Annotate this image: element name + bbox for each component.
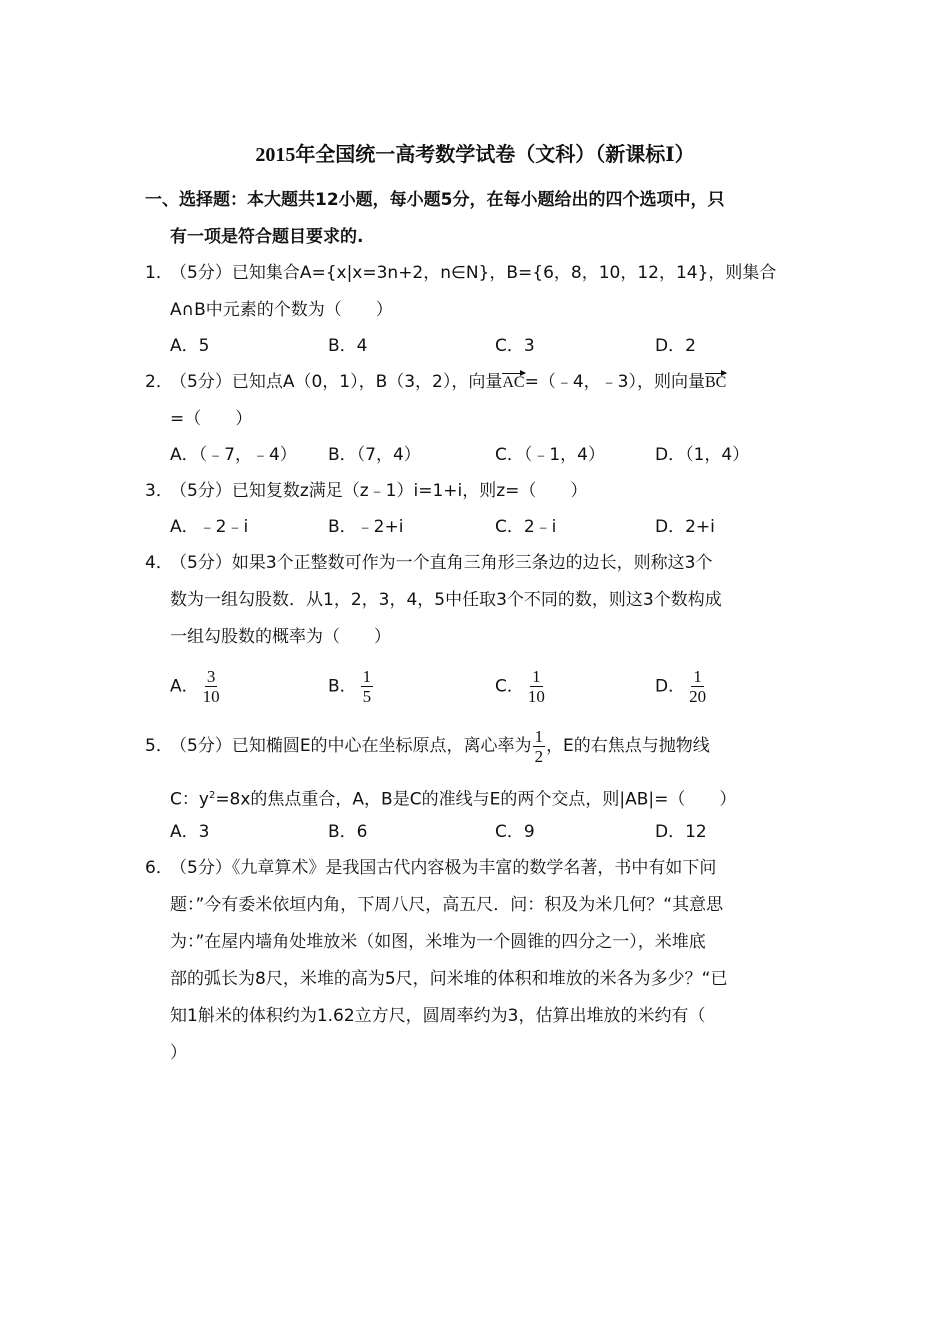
- option-c: C．3: [495, 336, 535, 356]
- numerator: 1: [532, 667, 541, 686]
- option-c: C．2﹣i: [495, 517, 557, 537]
- option-label: B．: [328, 676, 357, 697]
- question-text: （5分）如果3个正整数可作为一个直角三角形三条边的边长，则称这3个: [170, 553, 713, 573]
- question-text: 知1斛米的体积约为1.62立方尺，圆周率约为3，估算出堆放的米约有（: [170, 1006, 706, 1026]
- question-text: 题：”今有委米依垣内角，下周八尺，高五尺．问：积及为米几何？“其意思: [170, 895, 724, 915]
- denominator: 10: [527, 687, 545, 706]
- option-a: A．5: [170, 336, 210, 356]
- option-d: D．2: [655, 336, 696, 356]
- numerator: 3: [206, 667, 216, 686]
- text-part: （5分）已知椭圆E的中心在坐标原点，离心率为: [170, 736, 532, 756]
- question-number: 4．: [145, 553, 173, 573]
- question-text: [170, 371, 726, 394]
- vector-bc: BC: [705, 372, 726, 394]
- fraction: [203, 667, 220, 706]
- question-text: 数为一组勾股数．从1，2，3，4，5中任取3个不同的数，则这3个数构成: [170, 590, 722, 610]
- option-label: A．: [170, 676, 199, 697]
- option-b: [328, 667, 373, 706]
- option-c: [495, 667, 545, 706]
- vector-ac: AC: [502, 372, 524, 394]
- option-label: C．: [495, 676, 524, 697]
- fraction: [533, 727, 546, 766]
- option-d: D．12: [655, 822, 707, 842]
- question-text: A∩B中元素的个数为（ ）: [170, 300, 393, 320]
- section-heading-cont: 有一项是符合题目要求的.: [170, 227, 364, 247]
- question-text: ）: [170, 1043, 187, 1063]
- page-title: 2015年全国统一高考数学试卷（文科）（新课标Ⅰ）: [255, 144, 695, 166]
- denominator: 5: [362, 687, 372, 706]
- option-d: [655, 667, 706, 706]
- option-c: C．9: [495, 822, 535, 842]
- fraction: [689, 667, 706, 706]
- option-label: D．: [655, 676, 686, 697]
- fraction: [528, 667, 545, 706]
- text-part: ，E的右焦点与抛物线: [546, 736, 710, 756]
- question-text: =（ ）: [170, 409, 253, 429]
- text-part: =（﹣4，﹣3），则向量: [524, 372, 705, 392]
- question-text: [170, 726, 710, 766]
- question-number: 2．: [145, 372, 173, 392]
- denominator: 20: [689, 687, 707, 706]
- question-text: （5分）已知集合A={x|x=3n+2，n∈N}，B={6，8，10，12，14}，则集合: [170, 263, 777, 283]
- denominator: 2: [534, 746, 544, 766]
- option-a: [170, 667, 220, 706]
- option-d: D．（1，4）: [655, 445, 750, 465]
- numerator: 1: [534, 726, 544, 746]
- question-text: 部的弧长为8尺，米堆的高为5尺，问米堆的体积和堆放的米各为多少？“已: [170, 969, 728, 989]
- denominator: 10: [202, 687, 220, 706]
- option-a: A．﹣2﹣i: [170, 517, 249, 537]
- question-number: 5．: [145, 736, 173, 756]
- option-b: B．﹣2+i: [328, 517, 404, 537]
- option-a: A．3: [170, 822, 210, 842]
- option-d: D．2+i: [655, 517, 715, 537]
- superscript: 2: [208, 790, 216, 801]
- question-number: 3．: [145, 481, 173, 501]
- text-part: （5分）已知点A（0，1），B（3，2），向量: [170, 372, 503, 392]
- fraction: [361, 667, 374, 706]
- question-number: 6．: [145, 858, 173, 878]
- option-c: C．（﹣1，4）: [495, 445, 606, 465]
- numerator: 1: [693, 667, 702, 686]
- text-part: C：y: [170, 789, 209, 810]
- option-a: A．（﹣7，﹣4）: [170, 445, 297, 465]
- question-number: 1．: [145, 263, 173, 283]
- option-b: B．6: [328, 822, 368, 842]
- option-b: B．（7，4）: [328, 445, 421, 465]
- text-part: =8x的焦点重合，A，B是C的准线与E的两个交点，则|AB|=（ ）: [215, 789, 737, 810]
- question-text: 为：”在屋内墙角处堆放米（如图，米堆为一个圆锥的四分之一），米堆底: [170, 932, 706, 952]
- section-heading: 一、选择题：本大题共12小题，每小题5分，在每小题给出的四个选项中，只: [145, 190, 725, 210]
- option-b: B．4: [328, 336, 368, 356]
- question-text: （5分）《九章算术》是我国古代内容极为丰富的数学名著，书中有如下问: [170, 858, 717, 878]
- question-text: （5分）已知复数z满足（z﹣1）i=1+i，则z=（ ）: [170, 481, 588, 501]
- question-text: 一组勾股数的概率为（ ）: [170, 627, 391, 647]
- question-text: [170, 785, 736, 811]
- numerator: 1: [362, 667, 372, 686]
